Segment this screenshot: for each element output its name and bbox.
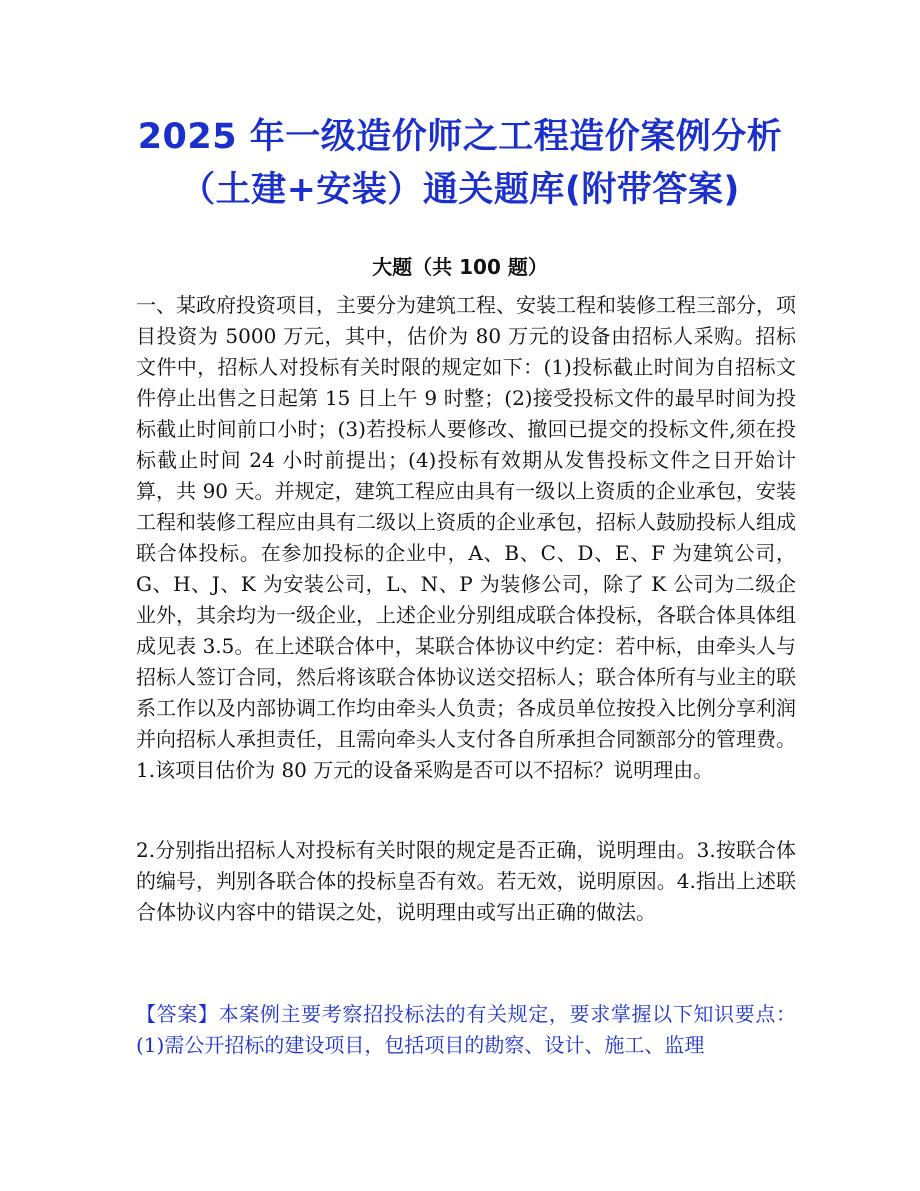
section-heading: 大题（共 100 题）	[372, 255, 548, 279]
answer-paragraph: 【答案】本案例主要考察招投标法的有关规定，要求掌握以下知识要点：(1)需公开招标的建设项目，包括项目的勘察、设计、施工、监理	[136, 1002, 796, 1057]
question-subitems-paragraph: 2.分别指出招标人对投标有关时限的规定是否正确，说明理由。3.按联合体的编号，判别各联合体的投标皇否有效。若无效，说明原因。4.指出上述联合体协议内容中的错误之处，说明理由或写出正确的做法。	[136, 838, 796, 924]
document-title-line-2: （土建+安装）通关题库(附带答案)	[180, 170, 740, 210]
question-paragraph: 一、某政府投资项目，主要分为建筑工程、安装工程和装修工程三部分，项目投资为 5000 万元，其中，估价为 80 万元的设备由招标人采购。招标文件中，招标人对投标有关时限的规定如下：(1)投标截止时间为自招标文件停止出售之日起第 15 日上午 9 时整；(2)接受投标文件的最早时间为投标截止时间前口小时；(3)若投标人要修改、撤回已提交的投标文件,须在投标截止时间 24 小时前提出；(4)投标有效期从发售投标文件之日开始计算，共 90 天。并规定，建筑工程应由具有一级以上资质的企业承包，安装工程和装修工程应由具有二级以上资质的企业承包，招标人鼓励投标人组成联合体投标。在参加投标的企业中，A、B、C、D、E、F 为建筑公司，G、H、J、K 为安装公司，L、N、P 为装修公司，除了 K 公司为二级企业外，其余均为一级企业，上述企业分别组成联合体投标，各联合体具体组成见表 3.5。在上述联合体中，某联合体协议中约定：若中标，由牵头人与招标人签订合同，然后将该联合体协议送交招标人；联合体所有与业主的联系工作以及内部协调工作均由牵头人负责；各成员单位按投入比例分享利润并向招标人承担责任，且需向牵头人支付各自所承担合同额部分的管理费。1.该项目估价为 80 万元的设备采购是否可以不招标？说明理由。	[136, 293, 796, 782]
document-title-line-1: 2025 年一级造价师之工程造价案例分析	[137, 117, 783, 157]
